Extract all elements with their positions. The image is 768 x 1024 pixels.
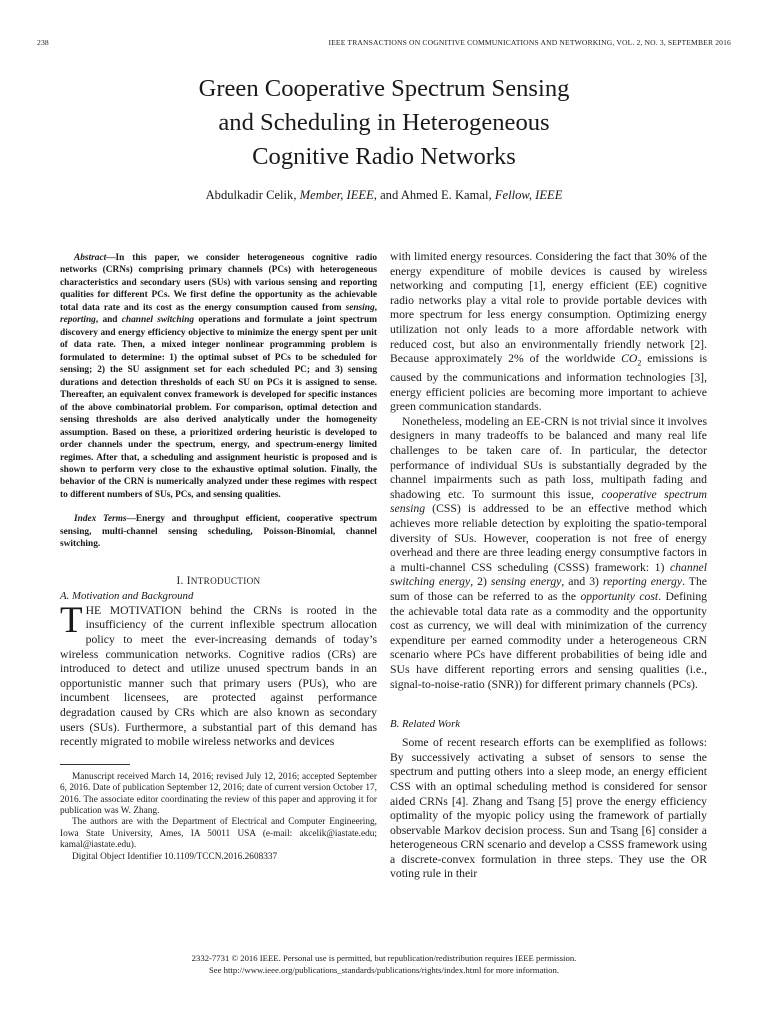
paragraph-related-work: Some of recent research efforts can be exemplified as follows: By successively activating a subset of sensors to sense the spectrum and putting others into a sleep mode, an energy efficient CSS with an optimal scheduling method is considered for sensor aided CRNs [4]. Zhang and Tsang [5] prove the energy efficiency optimality of the myopic policy using the framework of partially observable Markov decision process. Sun and Tsang [6] consider a heterogeneous CRN scenario and develop a CSSS framework using a discrete-convex formulation in three steps. They use the OR voting rule in their	[390, 736, 707, 881]
paragraph-text: emissions is caused by the communications and information technologies [3], energy efficient policies are becoming more important to achieve green communication standards.	[390, 352, 707, 414]
section-title-cap: I	[186, 574, 191, 587]
abstract-italic: sensing	[345, 302, 375, 313]
section-heading-introduction	[60, 575, 377, 587]
section-numeral: I.	[176, 574, 187, 587]
index-terms	[60, 513, 377, 550]
abstract-text: operations and formulate a joint spectrum discovery and energy efficiency objective to minimize the energy spent per unit of data rate. Then, a mixed integer nonlinear programming problem is formulated to determine: 1) the optimal subset of PCs to be scheduled for sensing; 2) the SU assignment set for each scheduled PC; and 3) sensing durations and detection thresholds of each SU on PCs it is assigned to sense. Thereafter, an equivalent convex framework is developed for specific instances of the above combinatorial problem. For comparison, optimal detection and sensing thresholds are also derived analytically under the homogeneity assumption. Based on these, a prioritized ordering heuristic is developed to order channels under the spectrum, energy, and spectrum-energy limited regimes. After that, a scheduling and assignment heuristic is proposed and is shown to perform very close to the exhaustive optimal solution. Finally, the behavior of the CRN is numerically analyzed under these regimes with respect to different numbers of SUs, PCs, and sensing qualities.	[60, 315, 377, 500]
copyright-footer	[60, 953, 708, 976]
co2-symbol: CO	[621, 352, 638, 366]
copyright-line: 2332-7731 © 2016 IEEE. Personal use is permitted, but republication/redistribution requires IEEE permission.	[191, 953, 577, 963]
title-line-2: and Scheduling in Heterogeneous	[218, 109, 550, 136]
abstract-italic: channel switching	[121, 315, 195, 326]
subsection-heading-motivation: A. Motivation and Background	[60, 589, 194, 602]
paragraph-italic: reporting energy	[602, 575, 683, 589]
footnote-affiliation: The authors are with the Department of Electrical and Computer Engineering, Iowa State University, Ames, IA 50011 USA (e-mail: akcelik@iastate.edu; kamal@iastate.edu).	[60, 817, 377, 851]
author-line	[60, 188, 708, 203]
footnote-manuscript: Manuscript received March 14, 2016; revised July 12, 2016; accepted September 6, 2016. Date of publication September 12, 2016; date of current version October 17, 2016. The associate editor coordinating the review of this paper and approving it for publication was W. Zhang.	[60, 771, 377, 816]
author-separator: , and Ahmed E. Kamal,	[373, 188, 495, 202]
paragraph-text: , and 3)	[561, 575, 603, 589]
footnote-doi: Digital Object Identifier 10.1109/TCCN.2016.2608337	[72, 851, 278, 862]
paper-title	[100, 72, 668, 174]
journal-name: IEEE TRANSACTIONS ON COGNITIVE COMMUNICATIONS AND NETWORKING, VOL. 2, NO. 3, SEPTEMBER 2016	[328, 38, 731, 47]
index-terms-text: —Energy and throughput efficient, cooperative spectrum sensing, multi-channel sensing scheduling, Poisson-Binomial, channel switching.	[60, 514, 377, 550]
footnote-rule	[60, 764, 130, 765]
author-1-role: Member, IEEE	[299, 188, 374, 202]
abstract	[60, 252, 377, 501]
abstract-italic: reporting	[60, 315, 96, 326]
left-column	[60, 252, 377, 863]
paragraph-text: . The sum of those can be referred to as the	[390, 575, 707, 603]
abstract-text: ,	[374, 302, 377, 313]
title-line-1: Green Cooperative Spectrum Sensing	[198, 75, 570, 102]
paragraph-text: (CSS) is addressed to be an effective method which achieves more reliable detection by exploiting the spatio-temporal diversity of SUs. However, cooperation is not free of energy overhead and there are three leading energy consumptive factors in a multi-channel CSS scheduling (CSSS) framework: 1)	[390, 502, 707, 574]
paragraph-italic: cooperative spectrum sensing	[390, 487, 707, 516]
intro-text: behind the CRNs is rooted in the insufficiency of the current inflexible spectrum allocation policy to meet the ever-increasing demands of today’s wireless communication networks. Cognitive radios (CRs) are introduced to detect and utilize unused spectrum bands in an opportunistic manner such that primary users (PUs), who are incumbent licensees, are protected against performance degradation caused by CRs which are also known as secondary users (SUs). Furthermore, a substantial part of this demand has recently migrated to mobile wireless networks and devices	[60, 603, 377, 749]
paragraph-italic: channel switching energy	[390, 560, 707, 589]
co2-subscript: 2	[637, 358, 642, 368]
abstract-text: —In this paper, we consider heterogeneous cognitive radio networks (CRNs) comprising primary channels (PCs) with heterogeneous characteristics and secondary users (SUs) with various sensing and reporting qualities for different PCs. We first define the opportunity as the achievable total data rate and its cost as the energy consumption caused from	[60, 253, 377, 313]
intro-paragraph	[60, 599, 377, 750]
paragraph-text: Nonetheless, modeling an EE-CRN is not trivial since it involves designers in many tradeoffs to be balanced and many real life challenges to be taken care of. In particular, the detector performance of individual SUs is substantially degraded by the channel impairments such as path loss, multipath fading and shadowing etc. To surmount this issue,	[390, 414, 707, 501]
paragraph-text: . Defining the achievable total data rate as a commodity and the opportunity cost as currency, we will deal with minimization of the currency expenditure per earned commodity under a heterogeneous CRN scenario where PCs have different probabilities of being idle and SUs have different reporting errors and sensing qualities (i.e., signal-to-noise-ratio (SNR)) for different primary channels (PCs).	[390, 589, 708, 691]
intro-lead-caps: HE MOTIVATION	[85, 603, 182, 617]
abstract-lead: Abstract	[74, 253, 107, 263]
running-head	[37, 38, 731, 50]
permissions-line: See http://www.ieee.org/publications_standards/publications/rights/index.html for more information.	[208, 964, 560, 975]
paragraph-italic: opportunity cost	[580, 589, 659, 603]
author-2-role: Fellow, IEEE	[494, 188, 563, 202]
page-number: 238	[37, 38, 49, 47]
drop-cap: T	[60, 599, 83, 641]
index-terms-lead: Index Terms	[74, 514, 127, 525]
section-title-rest: NTRODUCTION	[190, 575, 261, 586]
author-1: Abdulkadir Celik,	[205, 188, 300, 202]
paragraph-energy	[390, 250, 707, 415]
paragraph-text: , 2)	[470, 575, 491, 589]
subsection-heading-related-work: B. Related Work	[390, 718, 461, 731]
paragraph-text: with limited energy resources. Considering the fact that 30% of the energy expenditure of mobile devices is caused by wireless networking and computing [1], energy efficient (EE) cognitive radio networks play a vital role to provide portable devices with more spectrum for less energy consumption. Optimizing energy utilization not only leads to a more affordable network with reduced cost, but also an environmentally friendly network [2]. Because approximately 2% of the worldwide	[390, 250, 707, 366]
title-line-3: Cognitive Radio Networks	[252, 143, 516, 170]
right-column	[390, 250, 707, 882]
paragraph-tradeoffs	[390, 415, 707, 692]
abstract-text: , and	[95, 315, 122, 326]
paragraph-italic: sensing energy	[490, 575, 562, 589]
